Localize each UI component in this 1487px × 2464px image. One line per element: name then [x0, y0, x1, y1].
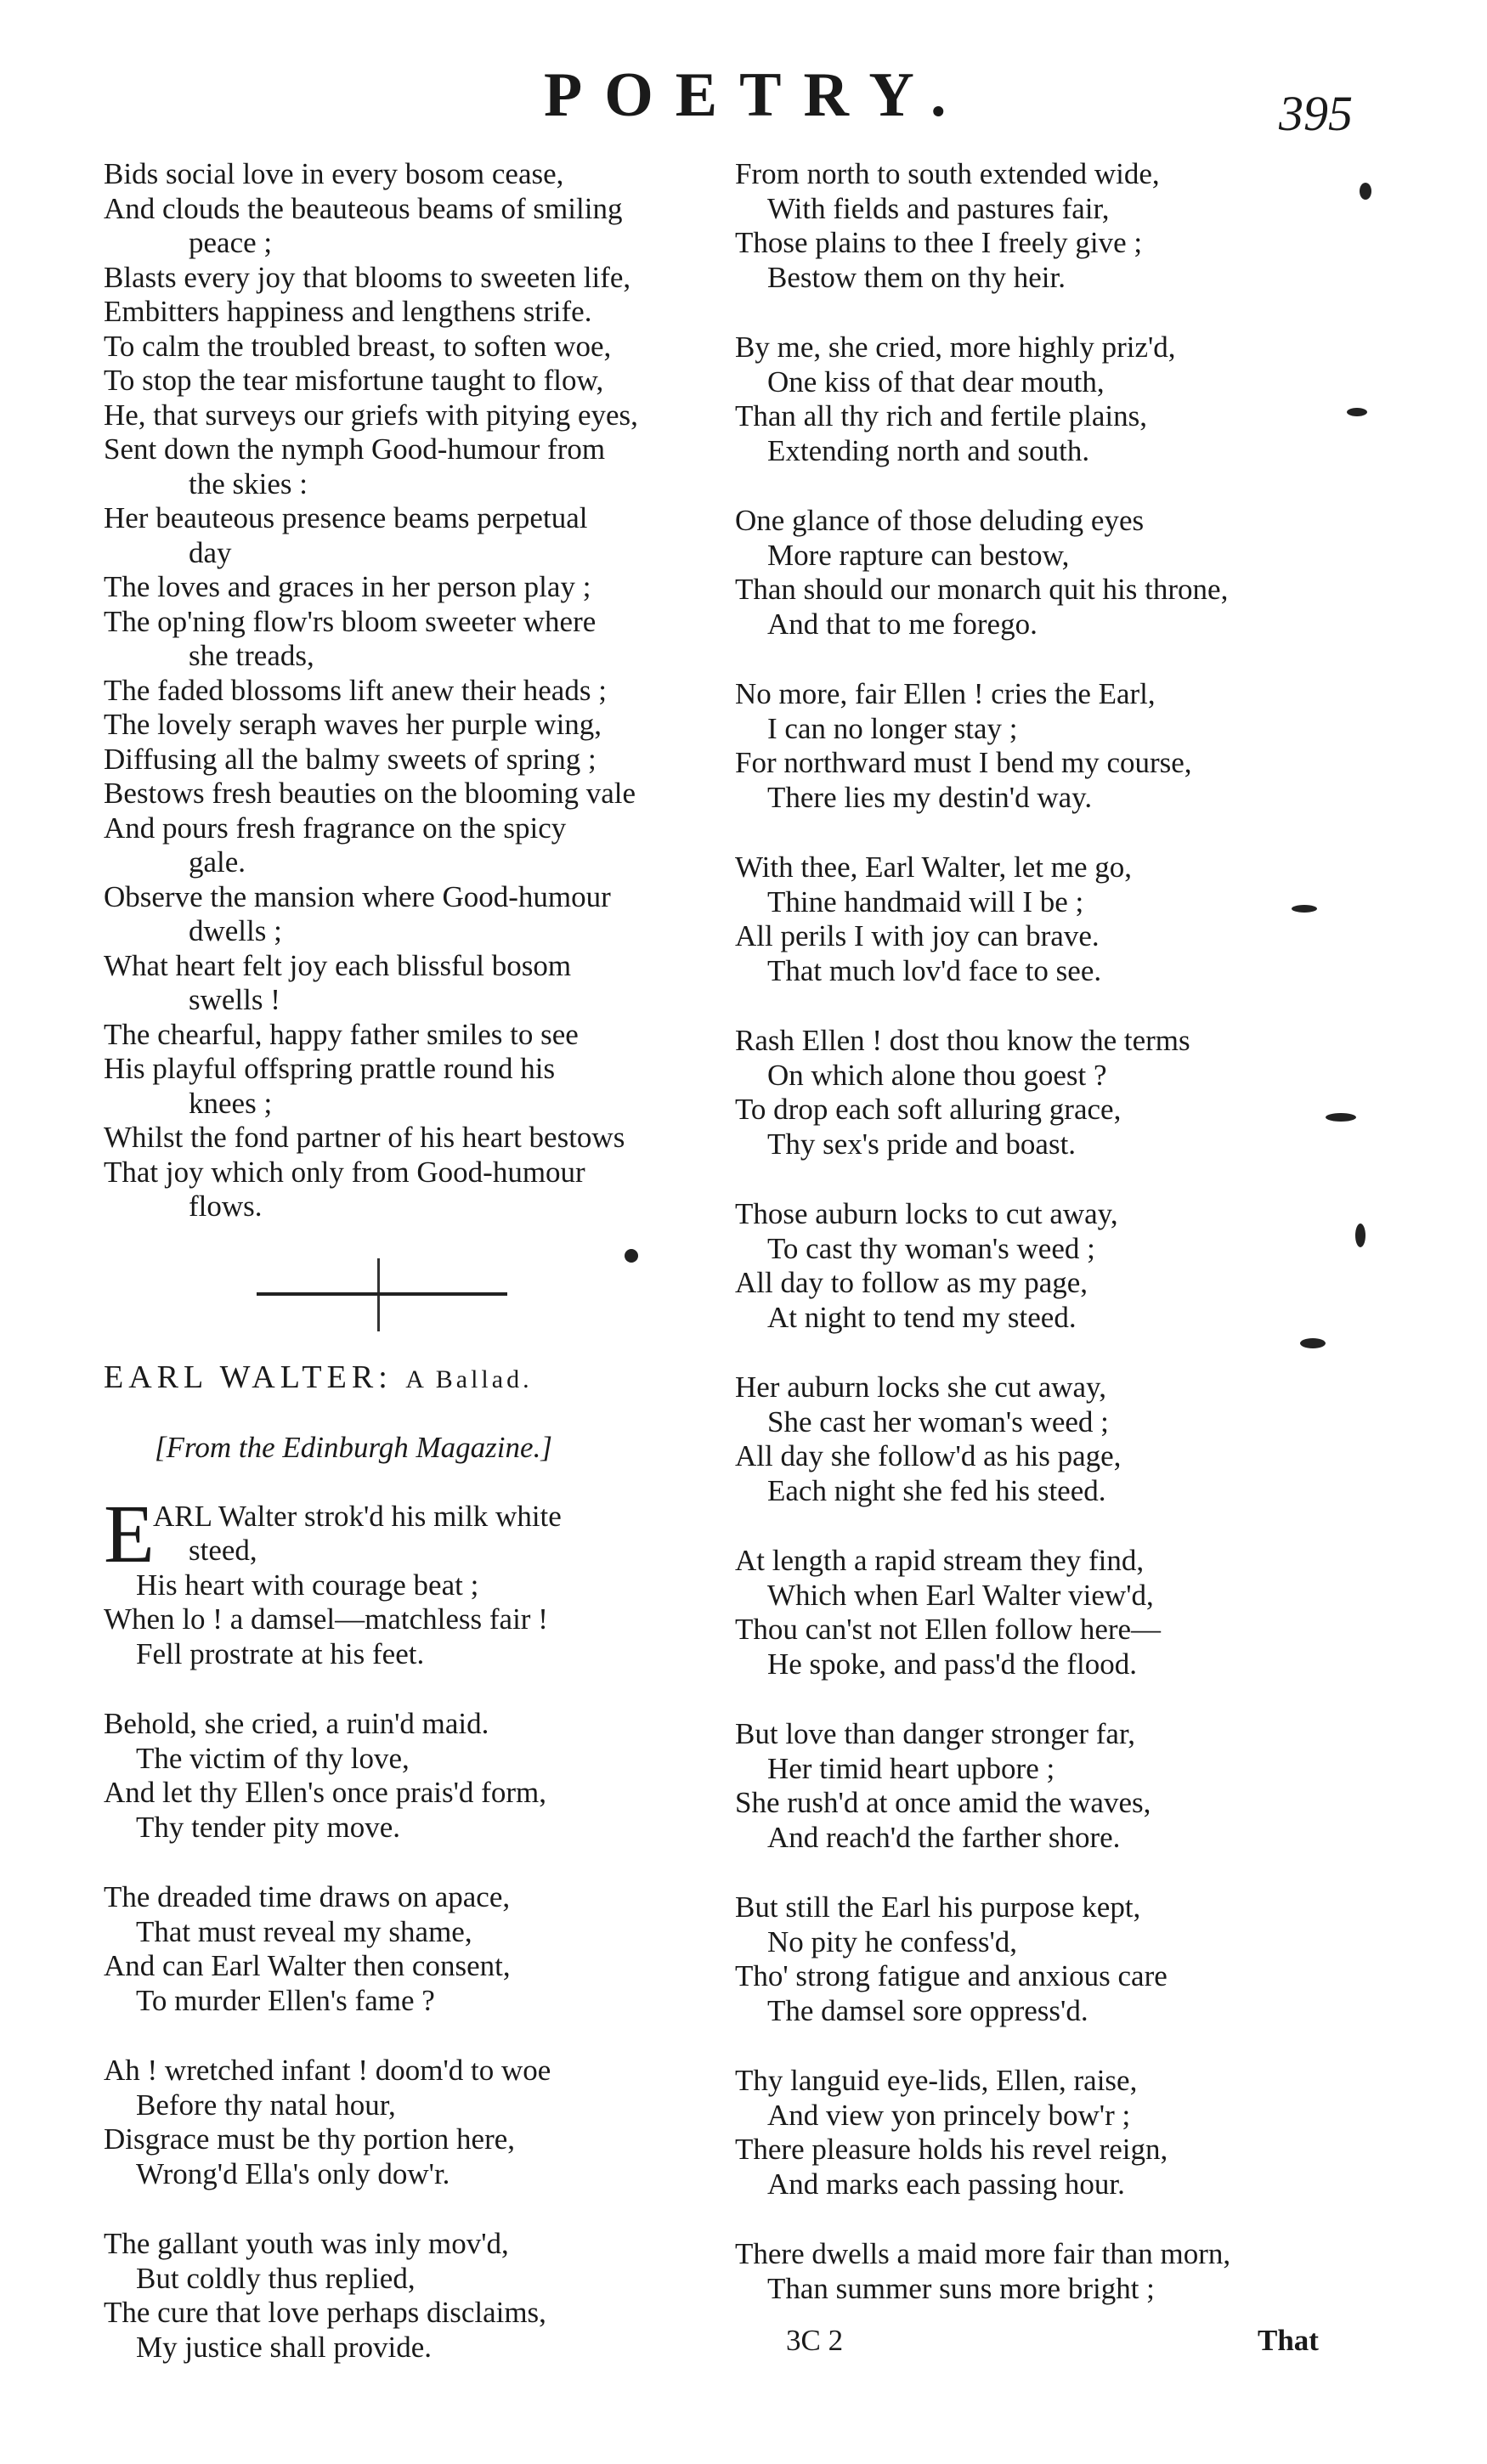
- stanza-break: [735, 1508, 1364, 1544]
- verse-line: The chearful, happy father smiles to see: [104, 1017, 579, 1051]
- poem-good-humour: [104, 157, 698, 1224]
- verse-line: Those auburn locks to cut away,: [735, 1197, 1118, 1230]
- verse-line: The faded blossoms lift anew their heads ;: [104, 673, 607, 707]
- drop-cap: E: [104, 1488, 155, 1580]
- verse-line: His heart with courage beat ;: [136, 1568, 479, 1602]
- verse-line: Bids social love in every bosom cease,: [104, 157, 564, 190]
- stanza-break: [735, 815, 1364, 851]
- verse-line: Sent down the nymph Good-humour from: [104, 432, 606, 466]
- verse-line: With fields and pastures fair,: [767, 191, 1110, 225]
- verse-line: The op'ning flow'rs bloom sweeter where: [104, 604, 596, 638]
- verse-line: flows.: [189, 1190, 263, 1223]
- stanza-break: [735, 1335, 1364, 1370]
- ballad-title-sub: A Ballad.: [405, 1365, 533, 1393]
- verse-line: He spoke, and pass'd the flood.: [767, 1647, 1137, 1681]
- verse-line: Her auburn locks she cut away,: [735, 1370, 1107, 1404]
- stanza-break: [104, 2018, 698, 2054]
- verse-line: Thy tender pity move.: [136, 1810, 401, 1844]
- stanza-break: [735, 2028, 1364, 2064]
- right-column: [735, 157, 1364, 2306]
- verse-line: Than should our monarch quit his throne,: [735, 573, 1229, 606]
- verse-line: And can Earl Walter then consent,: [104, 1949, 511, 1982]
- verse-line: He, that surveys our griefs with pitying eyes,: [104, 398, 638, 432]
- verse-line: Observe the mansion where Good-humour: [104, 879, 611, 913]
- verse-line: Ah ! wretched infant ! doom'd to woe: [104, 2054, 551, 2087]
- verse-line: Her beauteous presence beams perpetual: [104, 501, 588, 534]
- verse-line: Embitters happiness and lengthens strife.: [104, 295, 592, 328]
- verse-line: peace ;: [189, 226, 273, 259]
- verse-line: the skies :: [189, 466, 308, 500]
- verse-line: The victim of thy love,: [136, 1741, 410, 1775]
- ink-speck: [1360, 183, 1371, 200]
- verse-line: My justice shall provide.: [136, 2330, 433, 2364]
- verse-line: Before thy natal hour,: [136, 2088, 396, 2122]
- stanza-break: [104, 1845, 698, 1880]
- verse-line: Wrong'd Ella's only dow'r.: [136, 2156, 450, 2190]
- ballad-first-line: ARL Walter strok'd his milk white: [153, 1499, 562, 1533]
- verse-line: Blasts every joy that blooms to sweeten life,: [104, 260, 631, 294]
- verse-line: To cast thy woman's weed ;: [767, 1231, 1095, 1265]
- verse-line: Tho' strong fatigue and anxious care: [735, 1959, 1168, 1992]
- ballad-earl-walter-part2: [735, 157, 1364, 2306]
- verse-line: Those plains to thee I freely give ;: [735, 226, 1143, 259]
- verse-line: For northward must I bend my course,: [735, 746, 1192, 779]
- verse-line: Than all thy rich and fertile plains,: [735, 399, 1147, 432]
- verse-line: When lo ! a damsel—matchless fair !: [104, 1602, 548, 1636]
- page-number: 395: [1279, 86, 1353, 141]
- verse-line: His playful offspring prattle round his: [104, 1052, 556, 1085]
- verse-line: She rush'd at once amid the waves,: [735, 1786, 1151, 1819]
- verse-line: What heart felt joy each blissful bosom: [104, 948, 572, 982]
- divider-rule: [257, 1292, 507, 1296]
- verse-line: And view yon princely bow'r ;: [767, 2098, 1131, 2132]
- verse-line: Each night she fed his steed.: [767, 1473, 1106, 1507]
- verse-line: No pity he confess'd,: [767, 1924, 1018, 1958]
- ink-speck: [1355, 1224, 1365, 1247]
- ink-speck: [1300, 1338, 1326, 1348]
- verse-line: And pours fresh fragrance on the spicy: [104, 811, 567, 845]
- verse-line: To murder Ellen's fame ?: [136, 1983, 435, 2017]
- ballad-title-main: EARL WALTER:: [104, 1359, 393, 1395]
- verse-line: Extending north and south.: [767, 433, 1090, 467]
- verse-line: The loves and graces in her person play ;: [104, 570, 591, 603]
- ink-speck: [625, 1249, 638, 1263]
- verse-line: The gallant youth was inly mov'd,: [104, 2227, 509, 2260]
- verse-line: That much lov'd face to see.: [767, 953, 1102, 987]
- ink-speck: [1347, 408, 1367, 416]
- verse-line: day: [189, 535, 232, 569]
- verse-line: gale.: [189, 845, 246, 879]
- stanza-break: [735, 468, 1364, 504]
- verse-line: And marks each passing hour.: [767, 2167, 1125, 2201]
- page-title: POETRY.: [544, 60, 969, 130]
- verse-line: But still the Earl his purpose kept,: [735, 1890, 1141, 1924]
- verse-line: Whilst the fond partner of his heart bestows: [104, 1121, 625, 1154]
- ink-speck: [1292, 905, 1317, 913]
- verse-line: All perils I with joy can brave.: [735, 919, 1100, 952]
- verse-line: To calm the troubled breast, to soften woe,: [104, 329, 612, 363]
- left-column: [104, 157, 698, 2365]
- verse-line: There pleasure holds his revel reign,: [735, 2133, 1168, 2166]
- verse-line: Thine handmaid will I be ;: [767, 884, 1084, 918]
- verse-line: Bestow them on thy heir.: [767, 260, 1066, 294]
- verse-line: With thee, Earl Walter, let me go,: [735, 851, 1133, 884]
- verse-line: Thy sex's pride and boast.: [767, 1127, 1077, 1161]
- stanza-break: [735, 641, 1364, 677]
- verse-line: Rash Ellen ! dost thou know the terms: [735, 1024, 1190, 1057]
- verse-line: Thy languid eye-lids, Ellen, raise,: [735, 2064, 1138, 2097]
- verse-line: steed,: [189, 1534, 257, 1567]
- verse-line: Disgrace must be thy portion here,: [104, 2122, 516, 2156]
- stanza-break: [735, 1161, 1364, 1197]
- verse-line: To drop each soft alluring grace,: [735, 1093, 1122, 1126]
- verse-line: To stop the tear misfortune taught to flow,: [104, 364, 604, 397]
- verse-line: The lovely seraph waves her purple wing,: [104, 708, 602, 741]
- verse-line: One kiss of that dear mouth,: [767, 365, 1105, 398]
- verse-line: There dwells a maid more fair than morn,: [735, 2237, 1231, 2270]
- verse-line: I can no longer stay ;: [767, 711, 1018, 745]
- printer-signature: 3C 2: [786, 2324, 844, 2357]
- verse-line: And let thy Ellen's once prais'd form,: [104, 1776, 546, 1809]
- stanza-break: [735, 988, 1364, 1024]
- verse-line: That must reveal my shame,: [136, 1914, 472, 1948]
- verse-line: Bestows fresh beauties on the blooming vale: [104, 777, 636, 810]
- verse-line: No more, fair Ellen ! cries the Earl,: [735, 677, 1156, 710]
- verse-line: Thou can'st not Ellen follow here—: [735, 1613, 1162, 1646]
- stanza-break: [735, 1681, 1364, 1717]
- verse-line: The cure that love perhaps disclaims,: [104, 2296, 546, 2329]
- verse-line: And that to me forego.: [767, 607, 1038, 641]
- verse-line: Her timid heart upbore ;: [767, 1751, 1055, 1785]
- verse-line: There lies my destin'd way.: [767, 780, 1093, 814]
- section-divider: [104, 1258, 698, 1326]
- verse-line: But love than danger stronger far,: [735, 1717, 1135, 1750]
- verse-line: But coldly thus replied,: [136, 2261, 416, 2295]
- verse-line: On which alone thou goest ?: [767, 1058, 1107, 1092]
- verse-line: At night to tend my steed.: [767, 1300, 1077, 1334]
- verse-line: And reach'd the farther shore.: [767, 1820, 1121, 1854]
- stanza-break: [735, 2201, 1364, 2237]
- verse-line: Diffusing all the balmy sweets of spring ;: [104, 742, 596, 776]
- verse-line: That joy which only from Good-humour: [104, 1155, 585, 1189]
- stanza-break: [104, 1671, 698, 1707]
- verse-line: Behold, she cried, a ruin'd maid.: [104, 1707, 489, 1740]
- verse-line: The damsel sore oppress'd.: [767, 1993, 1088, 2027]
- stanza-break: [104, 2191, 698, 2227]
- verse-line: More rapture can bestow,: [767, 538, 1070, 572]
- verse-line: dwells ;: [189, 914, 282, 947]
- verse-line: She cast her woman's weed ;: [767, 1404, 1109, 1438]
- stanza-break: [735, 1855, 1364, 1890]
- verse-line: At length a rapid stream they find,: [735, 1544, 1145, 1577]
- verse-line: Fell prostrate at his feet.: [136, 1636, 425, 1670]
- verse-line: knees ;: [189, 1086, 273, 1120]
- verse-line: The dreaded time draws on apace,: [104, 1880, 511, 1913]
- verse-line: And clouds the beauteous beams of smiling: [104, 191, 623, 225]
- page-header: [0, 59, 1487, 141]
- ink-speck: [1326, 1113, 1356, 1122]
- verse-line: One glance of those deluding eyes: [735, 504, 1145, 537]
- verse-line: Than summer suns more bright ;: [767, 2271, 1155, 2305]
- ballad-title: [104, 1360, 698, 1398]
- verse-line: All day she follow'd as his page,: [735, 1439, 1122, 1472]
- ballad-earl-walter-part1: [104, 1534, 698, 2365]
- verse-line: she treads,: [189, 639, 314, 672]
- verse-line: By me, she cried, more highly priz'd,: [735, 331, 1176, 364]
- stanza-break: [735, 295, 1364, 331]
- catchword: That: [1258, 2324, 1319, 2357]
- verse-line: All day to follow as my page,: [735, 1266, 1088, 1299]
- verse-line: Which when Earl Walter view'd,: [767, 1578, 1154, 1612]
- source-note: [From the Edinburgh Magazine.]: [155, 1431, 552, 1464]
- verse-line: swells !: [189, 983, 280, 1016]
- verse-line: From north to south extended wide,: [735, 157, 1160, 190]
